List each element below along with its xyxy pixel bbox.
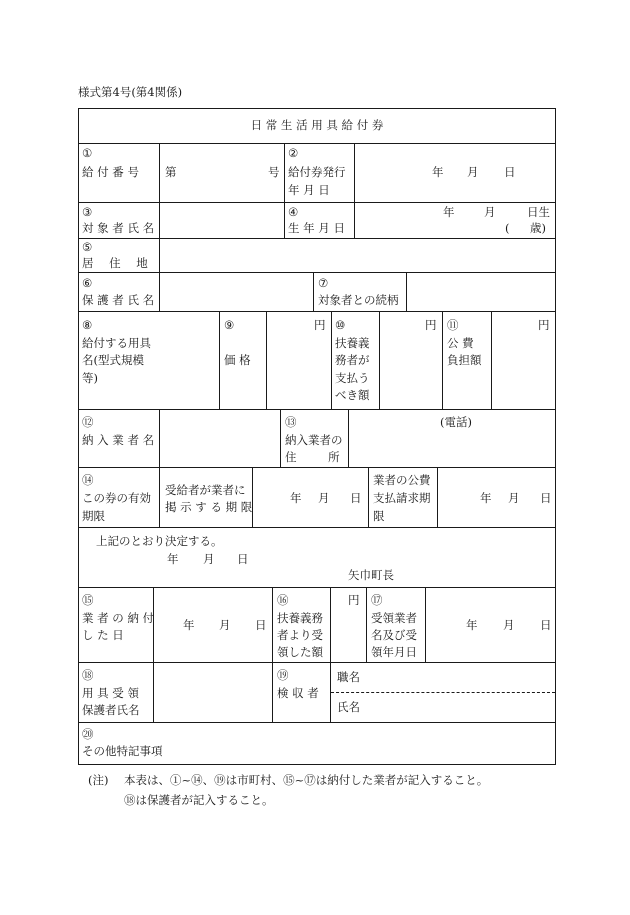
notice-deadline-label: 受給者が業者に [165,483,246,497]
field-17-number: ⑰ [371,593,383,607]
field-10-label: 扶養義 [335,336,370,350]
field-16-label-line2: 者より受 [277,628,323,642]
form-title: 日 常 生 活 用 具 給 付 券 [250,118,384,132]
field-13-label-line2: 住 所 [285,450,354,464]
field-4-age-open: ( [505,221,510,235]
field-5-label: 居 住 地 [82,256,154,270]
field-3-label: 対 象 者 氏 名 [82,221,155,235]
field-10-yen-unit: 円 [425,318,437,332]
field-18-label: 用 具 受 領 [82,686,139,700]
field-15-number: ⑮ [82,593,94,607]
field-1-suffix: 号 [268,165,280,179]
field-16-number: ⑯ [277,593,289,607]
field-15-label-line2: し た 日 [82,628,124,642]
field-7-number: ⑦ [318,276,329,290]
billing-year-unit: 年 [480,491,492,505]
field-16-yen-unit: 円 [348,593,360,607]
field-17-month-unit: 月 [503,618,515,632]
field-4-year-unit: 年 [443,205,455,219]
field-4-age-unit: 歳) [530,221,546,235]
field-18-number: ⑱ [82,668,94,682]
field-4-birth-day-unit: 日生 [527,205,550,219]
billing-month-unit: 月 [508,491,520,505]
footnote-label: (注) [88,773,109,787]
field-13-label: 納入業者の [285,433,343,447]
field-2-day-unit: 日 [504,165,516,179]
form-number-label: 様式第4号(第4関係) [78,85,183,99]
field-11-number: ⑪ [447,318,459,332]
field-11-label-line2: 負担額 [447,353,482,367]
field-6-label: 保 護 者 氏 名 [82,293,155,307]
field-20-number: ⑳ [82,727,94,741]
field-1-number: ① [82,146,93,160]
field-10-label-line2: 務者が [335,353,370,367]
field-2-label: 給付券発行 [288,165,346,179]
field-10-label-line3: 支払う [335,371,370,385]
field-17-day-unit: 日 [540,618,552,632]
inspector-name-label: 氏名 [337,700,360,714]
field-17-label-line2: 名及び受 [371,628,417,642]
field-8-label: 給付する用具 [82,336,151,350]
field-13-phone-label: (電話) [440,415,472,429]
field-1-prefix: 第 [165,165,177,179]
field-6-number: ⑥ [82,276,93,290]
field-2-month-unit: 月 [467,165,479,179]
field-16-label: 扶養義務 [277,611,323,625]
field-15-label: 業 者 の 納 付 [82,611,155,625]
field-11-yen-unit: 円 [538,318,550,332]
footnote-line-1: 本表は、①~⑭、⑲は市町村、⑮~⑰は納付した業者が記入すること。 [124,773,489,787]
field-12-label: 納 入 業 者 名 [82,433,155,447]
inspector-title-label: 職名 [337,670,360,684]
field-8-label-line3: 等) [82,371,98,385]
field-2-label-line2: 年 月 日 [288,183,330,197]
field-11-label: 公 費 [447,336,474,350]
field-15-month-unit: 月 [219,618,231,632]
field-4-label: 生 年 月 日 [288,221,345,235]
field-17-year-unit: 年 [466,618,478,632]
field-15-day-unit: 日 [255,618,267,632]
field-13-number: ⑬ [285,415,297,429]
field-9-label: 価 格 [224,353,251,367]
field-4-number: ④ [288,205,299,219]
field-19-number: ⑲ [277,668,289,682]
field-10-label-line4: べき額 [335,388,370,402]
notice-month-unit: 月 [318,491,330,505]
field-2-year-unit: 年 [432,165,444,179]
field-19-label: 検 収 者 [277,686,319,700]
field-5-number: ⑤ [82,240,93,254]
field-10-number: ⑩ [335,318,346,332]
field-15-year-unit: 年 [183,618,195,632]
field-14-label-line2: 期限 [82,509,105,523]
field-9-number: ⑨ [224,318,235,332]
field-20-label: その他特記事項 [82,744,163,758]
notice-day-unit: 日 [350,491,362,505]
field-18-label-line2: 保護者氏名 [82,703,140,717]
billing-deadline-label-line3: 限 [373,509,385,523]
decision-year-unit: 年 [167,552,179,566]
billing-deadline-label: 業者の公費 [373,473,431,487]
field-2-number: ② [288,146,299,160]
mayor-title: 矢巾町長 [348,568,394,582]
field-7-label: 対象者との続柄 [318,293,399,307]
notice-year-unit: 年 [290,491,302,505]
field-17-label-line3: 領年月日 [371,645,417,659]
field-8-label-line2: 名(型式規模 [82,353,144,367]
field-14-label: この券の有効 [82,491,151,505]
field-9-yen-unit: 円 [314,318,326,332]
field-1-label: 給 付 番 号 [82,165,139,179]
field-4-month-unit: 月 [484,205,496,219]
decision-statement: 上記のとおり決定する。 [96,534,223,548]
billing-deadline-label-line2: 支払請求期 [373,491,431,505]
billing-day-unit: 日 [540,491,552,505]
field-3-number: ③ [82,205,93,219]
footnote-line-2: ⑱は保護者が記入すること。 [124,793,274,807]
field-17-label: 受領業者 [371,611,417,625]
field-14-number: ⑭ [82,473,94,487]
field-8-number: ⑧ [82,318,93,332]
decision-day-unit: 日 [237,552,249,566]
field-12-number: ⑫ [82,415,94,429]
decision-month-unit: 月 [203,552,215,566]
notice-deadline-label-line2: 掲 示 す る 期 限 [165,500,253,514]
field-16-label-line3: 領した額 [277,645,323,659]
